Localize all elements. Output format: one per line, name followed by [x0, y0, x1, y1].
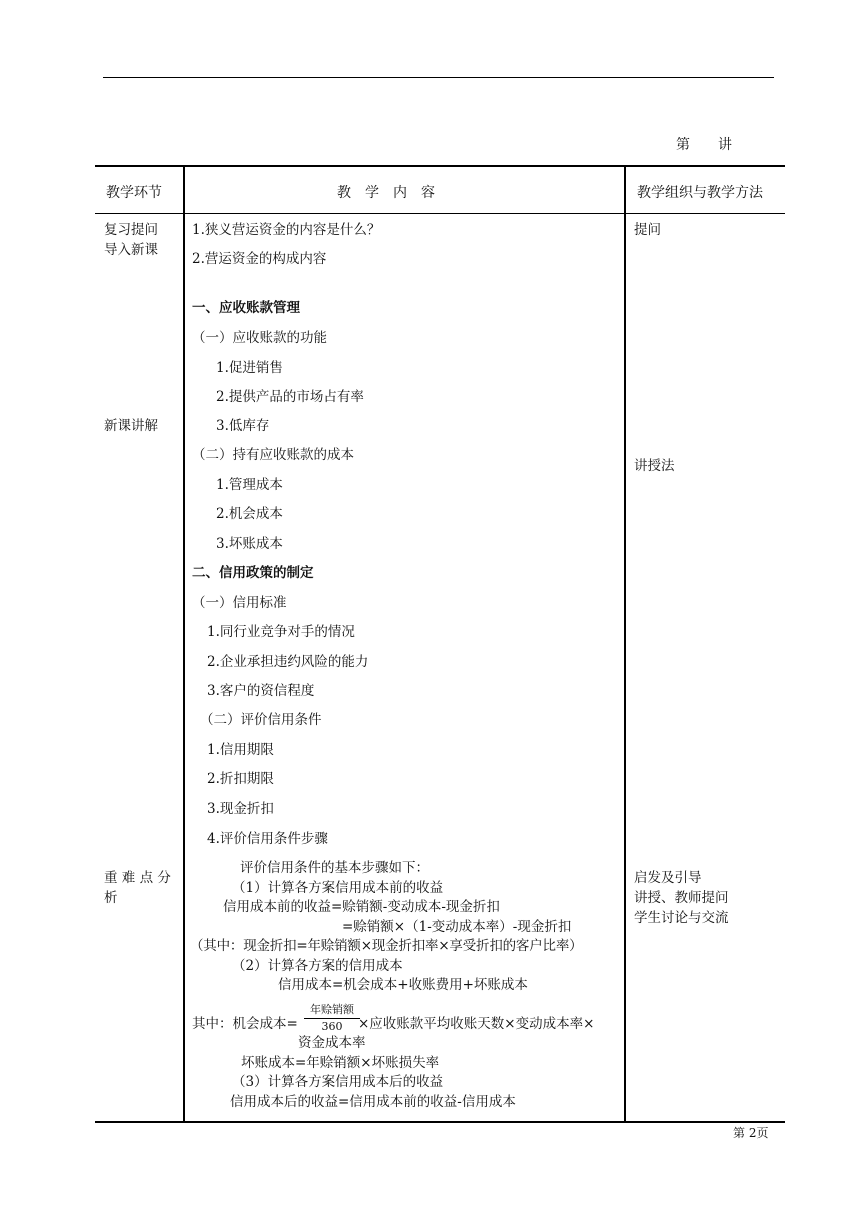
formula-3-numerator: 年赊销额	[310, 1003, 354, 1016]
stage-key-points-line2: 析	[104, 890, 118, 906]
step-3: （3）计算各方案信用成本后的收益	[232, 1074, 444, 1090]
stage-review-line1: 复习提问	[104, 222, 158, 238]
section-2b-item-2: 2.折扣期限	[207, 771, 274, 787]
method-lecture: 讲授法	[634, 458, 675, 474]
header-teaching-method: 教学组织与教学方法	[637, 185, 763, 201]
formula-3-prefix: 其中：机会成本=	[192, 1016, 298, 1032]
section-2a-item-1: 1.同行业竞争对手的情况	[207, 624, 355, 640]
stage-key-points-line1: 重 难 点 分	[104, 870, 171, 886]
section-2b-item-3: 3.现金折扣	[207, 801, 274, 817]
page-number: 第 2页	[733, 1126, 769, 1140]
formula-3-rest: ×应收账款平均收账天数×变动成本率×	[358, 1016, 595, 1032]
formula-3-denominator: 360	[321, 1020, 343, 1033]
header-teaching-content: 教 学 内 容	[337, 185, 435, 201]
section-2a-item-2: 2.企业承担违约风险的能力	[207, 654, 369, 670]
section-1a-item-2: 2.提供产品的市场占有率	[216, 389, 364, 405]
formula-1b: =赊销额×（1-变动成本率）-现金折扣	[342, 919, 572, 935]
formula-1a: 信用成本前的收益=赊销额-变动成本-现金折扣	[223, 899, 500, 915]
lecture-number: 第 讲	[676, 137, 732, 153]
section-2b-item-4: 4.评价信用条件步骤	[207, 831, 328, 847]
section-2b-item-1: 1.信用期限	[207, 742, 274, 758]
col-divider-1	[183, 165, 185, 1123]
steps-intro: 评价信用条件的基本步骤如下：	[240, 860, 429, 876]
step-2: （2）计算各方案的信用成本	[232, 958, 403, 974]
section-1b-item-2: 2.机会成本	[216, 506, 283, 522]
table-header-border	[95, 213, 785, 214]
formula-4: 坏账成本=年赊销额×坏账损失率	[241, 1055, 440, 1071]
table-top-border	[95, 165, 785, 167]
section-1b-item-1: 1.管理成本	[216, 477, 283, 493]
stage-review-line2: 导入新课	[104, 242, 158, 258]
section-2b-title: （二）评价信用条件	[200, 712, 322, 728]
review-question-1: 1.狭义营运资金的内容是什么？	[192, 222, 381, 238]
step-1: （1）计算各方案信用成本前的收益	[232, 880, 444, 896]
method-teacher-questions: 讲授、教师提问	[634, 890, 729, 906]
method-discussion: 学生讨论与交流	[634, 910, 729, 926]
col-divider-2	[624, 165, 626, 1123]
formula-1c: （其中：现金折扣=年赊销额×现金折扣率×享受折扣的客户比率）	[190, 938, 583, 954]
section-1b-title: （二）持有应收账款的成本	[192, 447, 354, 463]
formula-5: 信用成本后的收益=信用成本前的收益-信用成本	[230, 1094, 516, 1110]
section-2a-item-3: 3.客户的资信程度	[207, 683, 315, 699]
section-2a-title: （一）信用标准	[192, 595, 287, 611]
section-1a-item-3: 3.低库存	[216, 418, 270, 434]
formula-3-continuation: 资金成本率	[298, 1035, 366, 1051]
section-1a-item-1: 1.促进销售	[216, 360, 283, 376]
formula-2: 信用成本=机会成本+收账费用+坏账成本	[278, 977, 528, 993]
review-question-2: 2.营运资金的构成内容	[192, 251, 327, 267]
section-1b-item-3: 3.坏账成本	[216, 536, 283, 552]
section-2-title: 二、信用政策的制定	[192, 565, 314, 581]
header-teaching-stage: 教学环节	[106, 185, 162, 201]
header-rule	[103, 77, 774, 78]
method-questioning: 提问	[634, 222, 661, 238]
section-1-title: 一、应收账款管理	[192, 300, 300, 316]
section-1a-title: （一）应收账款的功能	[192, 330, 327, 346]
formula-3-fraction-bar	[304, 1018, 360, 1019]
table-bottom-border	[95, 1121, 785, 1123]
method-guidance: 启发及引导	[634, 870, 702, 886]
stage-new-lesson: 新课讲解	[104, 418, 158, 434]
